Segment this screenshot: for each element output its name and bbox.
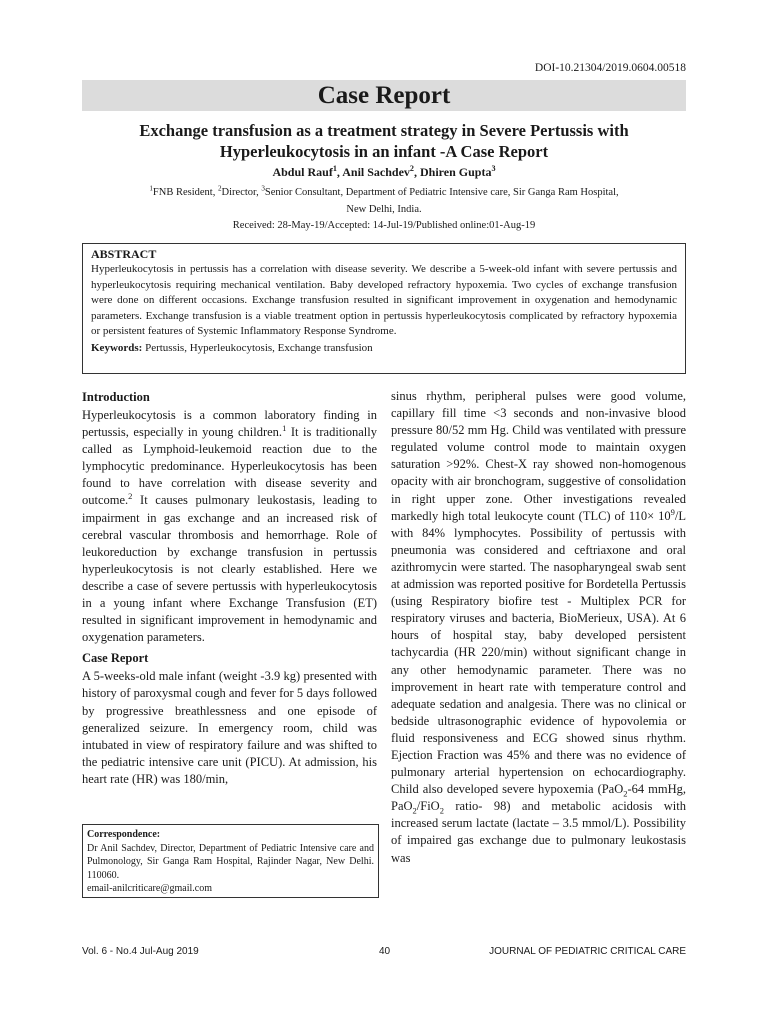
affil-text-2: Director, (221, 187, 262, 198)
affiliation-line-2: New Delhi, India. (346, 204, 422, 215)
introduction-heading: Introduction (82, 390, 150, 404)
article-title (90, 120, 678, 162)
case-text-1: sinus rhythm, peripheral pulses were good volume, capillary fill time <3 seconds and non-invasive blood pressure 80/52 mm Hg. Child was ventilated with pressure regulated volume control mode to maintain oxygen saturation >92%. Chest-X ray showed non-homogenous opacity with air bronchogram, suggestive of consolidation in right upper zone. Other investigations revealed markedly high total leukocyte count (TLC) of 110× 10 (391, 389, 686, 523)
doi-label: DOI-10.21304/2019.0604.00518 (534, 62, 686, 74)
author-2: Anil Sachdev (342, 165, 410, 179)
intro-text-a: Hyperleukocytosis is a common laboratory finding in pertussis, especially in young children. (82, 408, 377, 440)
subscript-3: 2 (439, 805, 444, 816)
correspondence-heading: Correspondence: (87, 829, 161, 840)
correspondence-box (82, 824, 379, 898)
case-text-4: /FiO (416, 799, 440, 814)
case-text-2: /L with 84% lymphocytes. Possibility of pertussis with pneumonia was considered and ceftriaxone and oral azithromycin were started. The nasopharyngeal swab sent at admission was reported positive for Bordetella Pertussis (using Respiratory biofire test - Multiplex PCR for respiratory viruses and bacteria, BioMerieux, USA). At 6 hours of hospital stay, baby developed persistent tachycardia (HR 220/min) without significant change in any other hemodynamic parameter. There was no improvement in heart rate with temperature control and adequate sedation and analgesia. There was no clinical or bedside ultrasonographic evidence of hypovolemia or fluid responsiveness and ECG showed sinus rhythm. Ejection Fraction was 45% and there was no evidence of pulmonary arterial hypertension on echocardiography. Child also developed severe hypoxemia (PaO (391, 508, 686, 797)
footer-volume: Vol. 6 - No.4 Jul-Aug 2019 (82, 946, 199, 957)
intro-text-c: It causes pulmonary leukostasis, leading to impairment in gas exchange and an increased risk of cerebral vascular thrombosis and hemorrhage. Role of leukoreduction by exchange transfusion in pertussis hyperleukocytosis is not clearly established. Here we describe a case of severe pertussis with hyperleukocytosis in a young infant where Exchange Transfusion (ET) resulted in significant improvement in hemodynamic and oxygenation parameters. (82, 493, 377, 645)
subscript-1: 2 (623, 788, 628, 799)
intro-text-b: It is traditionally called as Lymphoid-leukemoid reaction due to the lymphocytic predominance. Hyperleukocytosis has been found to have correlation with disease severity and outcome. (82, 425, 377, 508)
affil-text-1: FNB Resident, (152, 187, 218, 198)
affiliations (82, 184, 686, 218)
keywords (91, 341, 677, 356)
affil-sup-1: 1 (149, 184, 153, 193)
citation-1: 1 (282, 422, 287, 433)
page-footer (82, 946, 686, 960)
exponent: 9 (670, 506, 675, 517)
left-column (82, 388, 377, 788)
abstract-box (82, 243, 686, 374)
right-column (391, 388, 686, 867)
correspondence-email[interactable]: email-anilcriticare@gmail.com (87, 883, 212, 895)
keywords-label: Keywords: (91, 341, 143, 354)
case-report-heading: Case Report (82, 651, 149, 666)
affil-sup-3: 3 (261, 184, 265, 193)
publication-dates: Received: 28-May-19/Accepted: 14-Jul-19/Published online:01-Aug-19 (232, 220, 536, 231)
citation-2: 2 (128, 491, 133, 502)
case-continuation-paragraph (391, 388, 686, 867)
case-report-paragraph: A 5-weeks-old male infant (weight -3.9 kg) presented with history of paroxysmal cough and fever for 5 days followed by progressive breathlessness and one episode of generalized seizure. In emergency room, child was intubated in view of respiratory failure and was shifted to the pediatric intensive care unit (PICU). At admission, his heart rate (HR) was 180/min, (82, 669, 377, 786)
correspondence-address: Dr Anil Sachdev, Director, Department of Pediatric Intensive care and Pulmonology, Sir Ganga Ram Hospital, Rajinder Nagar, New Delhi. 110060. (87, 842, 374, 881)
author-2-affil: 2 (409, 164, 414, 173)
abstract-text: Hyperleukocytosis in pertussis has a correlation with disease severity. We describe a 5-week-old infant with severe pertussis and hyperleukocytosis requiring mechanical ventilation. Baby developed refractory hypoxemia. Two cycles of exchange transfusion were done on different occasions. Exchange transfusion resulted in significant improvement in oxygenation and hemodynamic parameters. Exchange transfusion is a viable treatment option in pertussis hyperleukocytosis complicated by refractory hypoxemia or persistent features of Systemic Inflammatory Response Syndrome. (91, 263, 677, 337)
keywords-list: Pertussis, Hyperleukocytosis, Exchange transfusion (142, 341, 373, 354)
case-text-5: ratio- 98) and metabolic acidosis with increased serum lactate (lactate – 3.5 mmol/L). Possibility of impaired gas exchange due to pulmonary leukostasis was (391, 799, 686, 865)
affil-sup-2: 2 (217, 184, 222, 193)
footer-page-number: 40 (379, 946, 391, 957)
introduction-paragraph (82, 407, 377, 646)
abstract-heading: ABSTRACT (91, 247, 157, 261)
author-3: Dhiren Gupta (420, 165, 492, 179)
author-1-affil: 1 (332, 164, 337, 173)
author-3-affil: 3 (491, 164, 496, 173)
author-list: Abdul Rauf$^1$, Anil Sachdev$^2$, Dhiren Gupta$^3$ (272, 164, 496, 179)
title-line-1: Exchange transfusion as a treatment strategy in Severe Pertussis with (139, 121, 629, 140)
subscript-2: 2 (412, 805, 417, 816)
article-type-banner: Case Report (82, 80, 686, 111)
affiliation-line-1 (82, 184, 686, 201)
affil-text-3: Senior Consultant, Department of Pediatric Intensive care, Sir Ganga Ram Hospital, (264, 187, 619, 198)
case-text-3: -64 mmHg, PaO (391, 782, 686, 814)
footer-journal: JOURNAL OF PEDIATRIC CRITICAL CARE (489, 946, 686, 957)
title-line-2: Hyperleukocytosis in an infant -A Case Report (219, 142, 549, 161)
author-1: Abdul Rauf (272, 165, 333, 179)
